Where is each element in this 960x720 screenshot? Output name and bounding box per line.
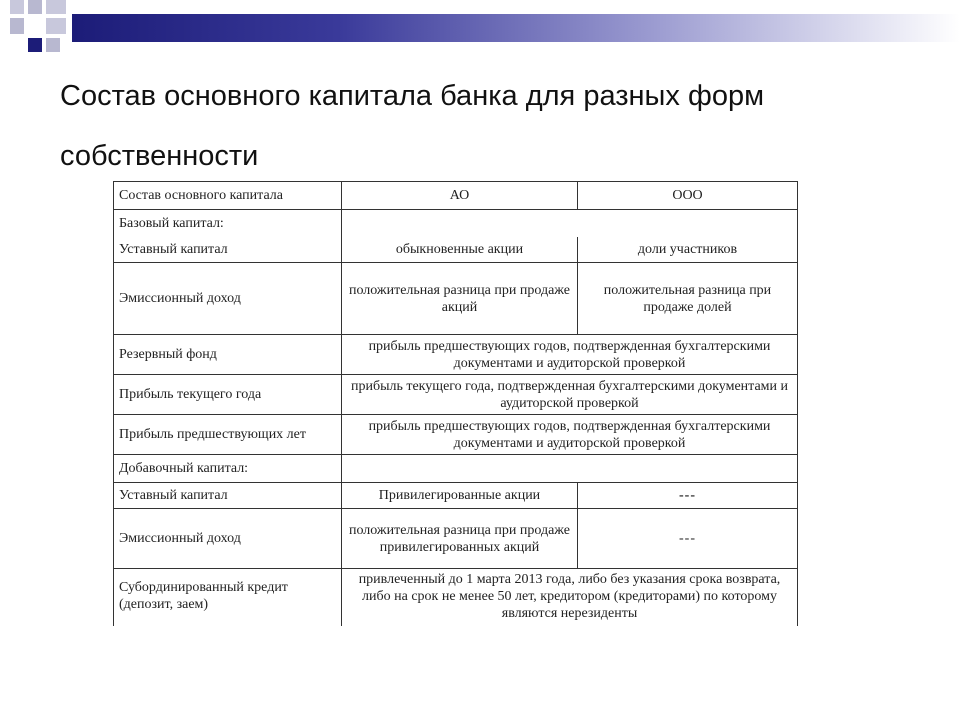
cell-ooo: доли участников: [578, 237, 798, 263]
cell-value: прибыль предшествующих годов, подтвержденная бухгалтерскими документами и аудиторской проверкой: [342, 415, 798, 455]
table-row: [114, 455, 798, 483]
deco-square: [28, 38, 42, 52]
deco-square: [10, 18, 24, 34]
cell-value: прибыль предшествующих годов, подтвержденная бухгалтерскими документами и аудиторской проверкой: [342, 335, 798, 375]
deco-square: [46, 38, 60, 52]
deco-square: [10, 0, 24, 14]
cell-ao: Привилегированные акции: [342, 483, 578, 509]
slide-title: [60, 66, 900, 186]
header-gradient-bar: [72, 14, 960, 42]
header-col-composition: Состав основного капитала: [114, 182, 342, 210]
slide-title-line2: собственности: [60, 140, 259, 172]
deco-square: [28, 0, 42, 14]
additional-capital-heading: Добавочный капитал:: [114, 455, 342, 483]
row-label: Эмиссионный доход: [114, 509, 342, 569]
empty-cell: [342, 455, 798, 483]
table-row: [114, 335, 798, 375]
cell-ooo: ---: [578, 483, 798, 509]
cell-ao: положительная разница при продаже привилегированных акций: [342, 509, 578, 569]
table-row: [114, 509, 798, 569]
cell-ooo: положительная разница при продаже долей: [578, 263, 798, 335]
deco-square: [46, 18, 66, 34]
row-label: Резервный фонд: [114, 335, 342, 375]
table-header-row: [114, 182, 798, 210]
table-row: [114, 210, 798, 237]
base-capital-heading: Базовый капитал:: [114, 210, 342, 237]
row-label: Субординированный кредит (депозит, заем): [114, 569, 342, 626]
cell-value: прибыль текущего года, подтвержденная бухгалтерскими документами и аудиторской проверкой: [342, 375, 798, 415]
deco-square: [28, 18, 42, 34]
table-row: [114, 483, 798, 509]
cell-value: привлеченный до 1 марта 2013 года, либо без указания срока возврата, либо на срок не менее 50 лет, кредитором (кредиторами) по которому являются нерезиденты: [342, 569, 798, 626]
header-col-ao: АО: [342, 182, 578, 210]
table-row: [114, 375, 798, 415]
row-label: Уставный капитал: [114, 483, 342, 509]
row-label: Прибыль текущего года: [114, 375, 342, 415]
table-row: [114, 415, 798, 455]
table-row: [114, 263, 798, 335]
capital-composition-table: [113, 181, 798, 626]
cell-ao: положительная разница при продаже акций: [342, 263, 578, 335]
cell-ao: обыкновенные акции: [342, 237, 578, 263]
table-row: [114, 569, 798, 626]
row-label: Прибыль предшествующих лет: [114, 415, 342, 455]
deco-square: [46, 0, 66, 14]
cell-ooo: ---: [578, 509, 798, 569]
header-col-ooo: ООО: [578, 182, 798, 210]
decorative-squares: [0, 0, 80, 60]
table-row: [114, 237, 798, 263]
row-label: Уставный капитал: [114, 237, 342, 263]
slide-title-line1: Состав основного капитала банка для разных форм: [60, 80, 765, 112]
empty-cell: [342, 210, 798, 237]
row-label: Эмиссионный доход: [114, 263, 342, 335]
